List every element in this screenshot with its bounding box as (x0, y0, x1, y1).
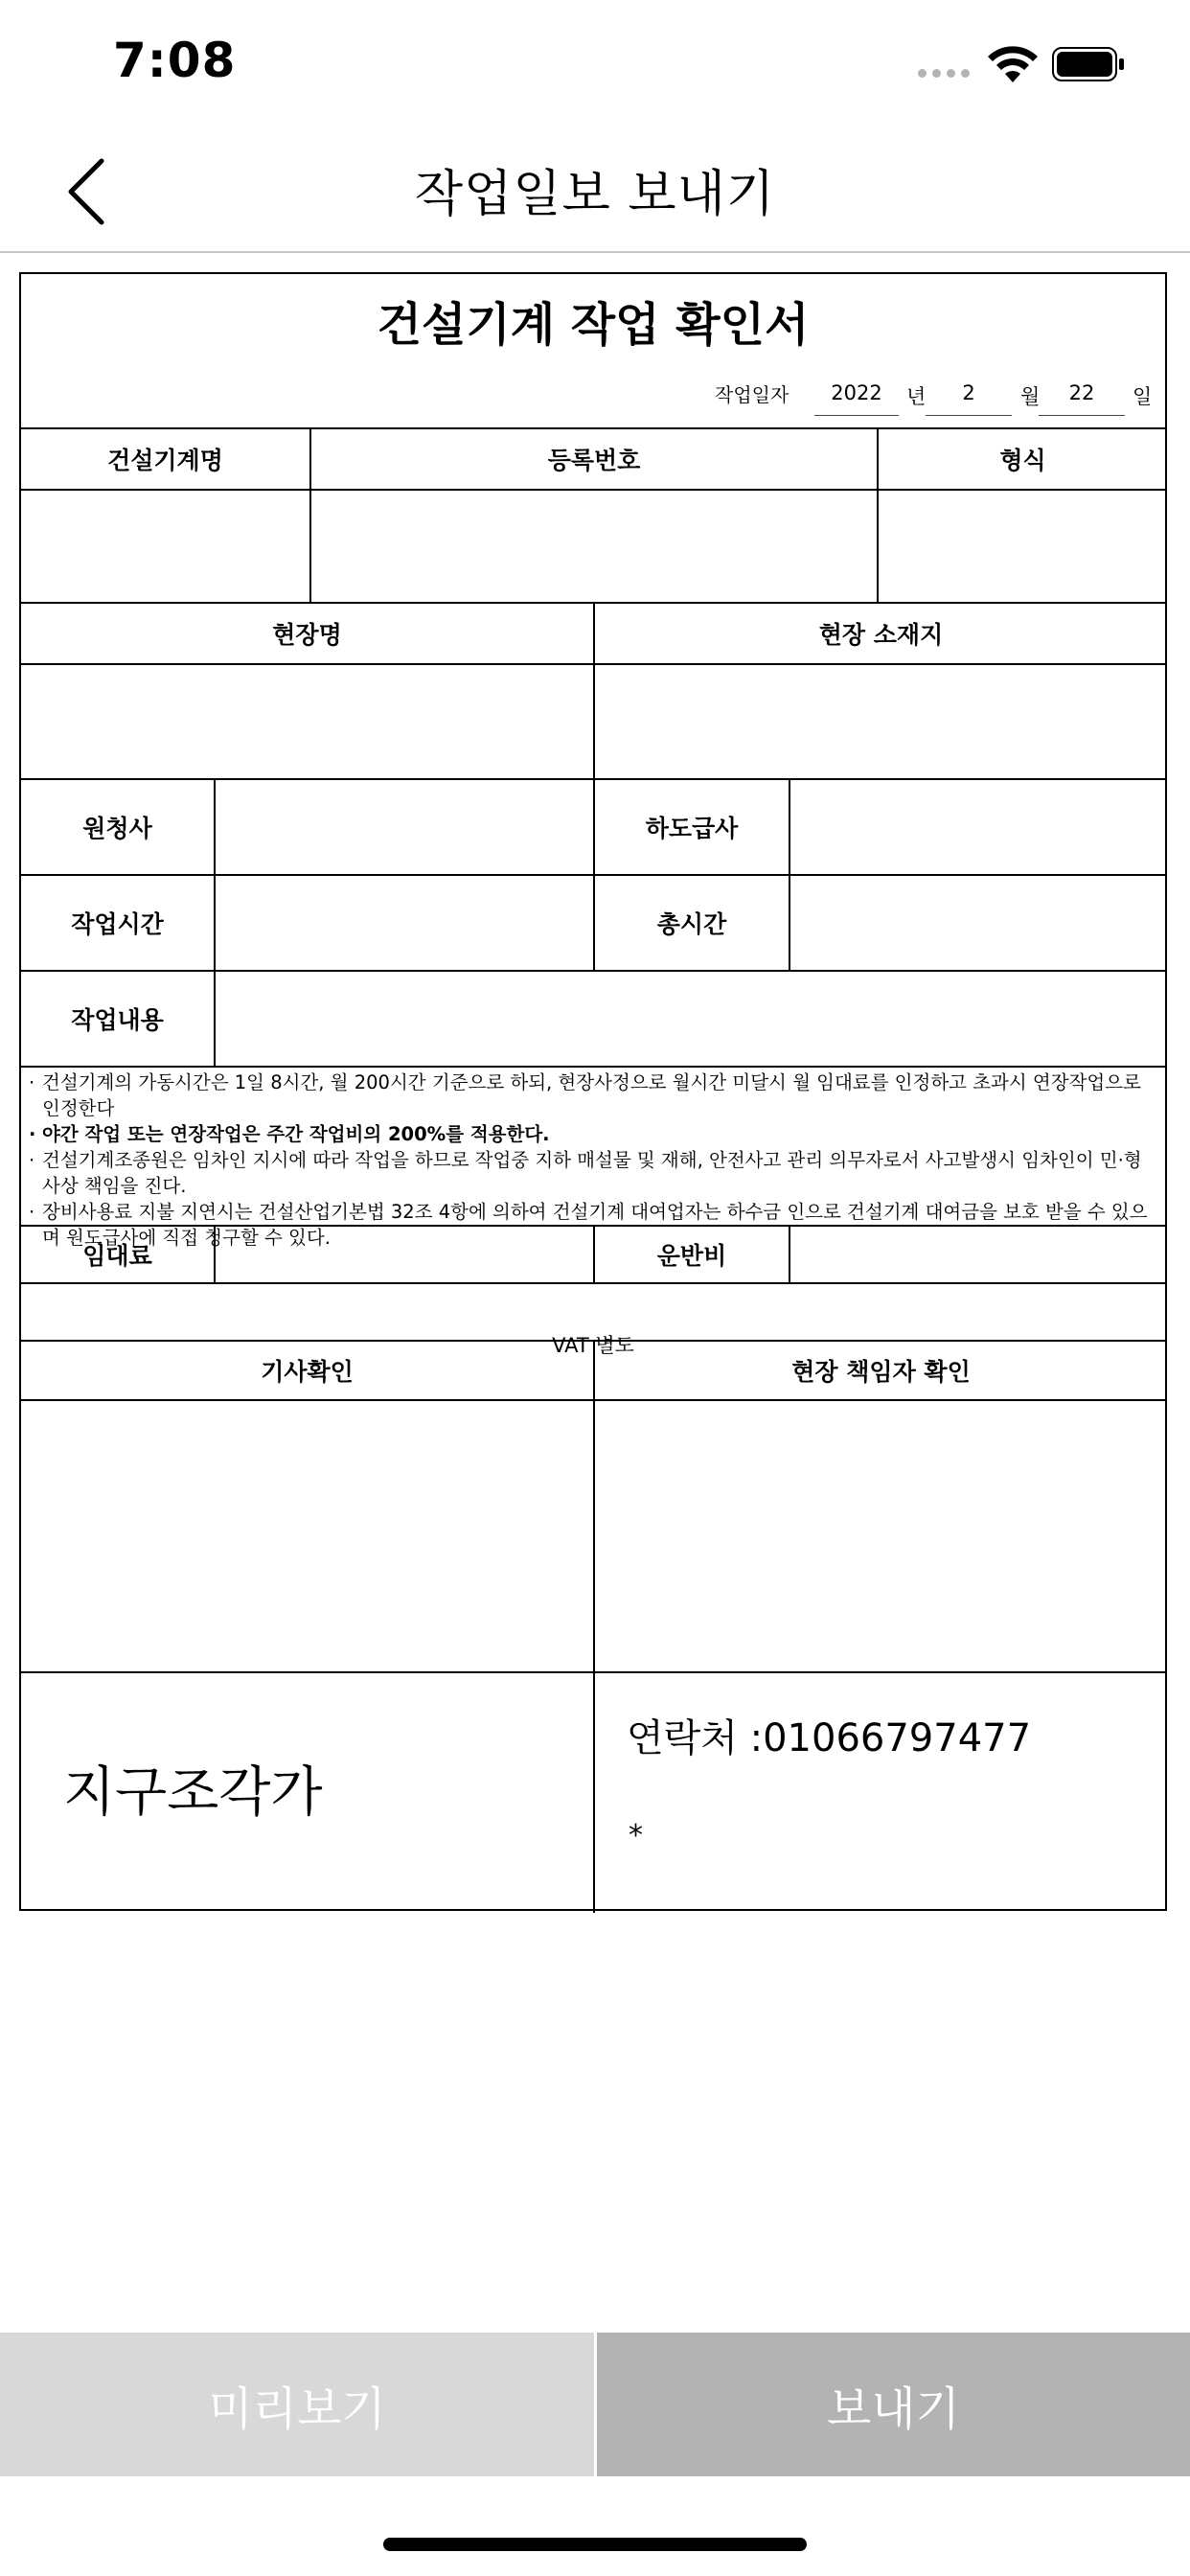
signer-name: 지구조각가 (63, 1761, 323, 1824)
note-item: · 야간 작업 또는 연장작업은 주간 작업비의 200%를 적용한다. (29, 1123, 550, 1145)
preview-button[interactable]: 미리보기 (0, 2333, 594, 2476)
subcontractor-field[interactable] (790, 780, 1167, 874)
status-time: 7:08 (113, 33, 237, 88)
vat-note: VAT 별도 (552, 1334, 634, 1357)
contractor-label: 원청사 (82, 815, 152, 842)
site-location-field[interactable] (595, 665, 1167, 778)
work-time-label: 작업시간 (71, 910, 164, 938)
work-date-label: 작업일자 (715, 383, 790, 406)
registration-number-field[interactable] (311, 491, 877, 602)
work-confirmation-document (19, 272, 1167, 1911)
model-header: 형식 (999, 447, 1046, 474)
date-year-unit: 년 (906, 385, 927, 408)
rent-fee-label: 임대료 (82, 1242, 152, 1270)
note-item: · 장비사용료 지불 지연시는 건설산업기본법 32조 4항에 의하여 건설기계 대여업자는 하수금 인으로 건설기계 대여금을 보호 받을 수 있으며 원도급사에 직접 청구할 수 있다. (29, 1201, 1148, 1249)
registration-number-header: 등록번호 (547, 447, 641, 474)
work-content-label: 작업내용 (71, 1006, 164, 1034)
date-day-unit: 일 (1133, 385, 1153, 408)
date-month-field[interactable]: 2 (926, 381, 1012, 416)
manager-signature-area[interactable] (595, 1401, 1167, 1671)
status-bar (0, 0, 1190, 125)
contractor-field[interactable] (216, 780, 593, 874)
driver-confirm-header: 기사확인 (261, 1358, 354, 1386)
work-content-field[interactable] (216, 972, 1167, 1066)
contact-number: 연락처 :01066797477 (627, 1716, 1032, 1760)
terms-notes (29, 1070, 1157, 1251)
note-item: · 건설기계의 가동시간은 1일 8시간, 월 200시간 기준으로 하되, 현장사정으로 월시간 미달시 월 임대료를 인정하고 초과시 연장작업으로 인정한다 (29, 1071, 1141, 1119)
cellular-signal-icon (918, 69, 970, 78)
asterisk-mark: * (629, 1819, 643, 1852)
battery-icon (1052, 47, 1125, 81)
machine-name-field[interactable] (21, 491, 309, 602)
date-month-unit: 월 (1020, 385, 1041, 408)
date-year-field[interactable]: 2022 (814, 381, 899, 416)
document-title: 건설기계 작업 확인서 (377, 298, 810, 352)
machine-name-header: 건설기계명 (107, 447, 223, 474)
site-name-header: 현장명 (272, 621, 342, 649)
subcontractor-label: 하도급사 (645, 815, 739, 842)
note-item: · 건설기계조종원은 임차인 지시에 따라 작업을 하므로 작업중 지하 매설물 및 재해, 안전사고 관리 의무자로서 사고발생시 임차인이 민·형사상 책임을 진다. (29, 1149, 1142, 1197)
home-indicator (383, 2538, 807, 2551)
site-name-field[interactable] (21, 665, 593, 778)
send-button[interactable]: 보내기 (597, 2333, 1190, 2476)
manager-confirm-header: 현장 책임자 확인 (791, 1358, 971, 1386)
nav-bar (0, 125, 1190, 253)
model-field[interactable] (879, 491, 1167, 602)
transport-fee-field[interactable] (790, 1227, 1167, 1282)
driver-signature-area[interactable] (21, 1401, 593, 1671)
page-title: 작업일보 보내기 (414, 166, 776, 223)
transport-fee-label: 운반비 (656, 1242, 727, 1270)
rent-fee-field[interactable] (216, 1227, 593, 1282)
total-time-field[interactable] (790, 876, 1167, 970)
date-day-field[interactable]: 22 (1039, 381, 1125, 416)
total-time-label: 총시간 (656, 910, 727, 938)
wifi-icon (987, 44, 1039, 84)
site-location-header: 현장 소재지 (818, 621, 944, 649)
work-time-field[interactable] (216, 876, 593, 970)
